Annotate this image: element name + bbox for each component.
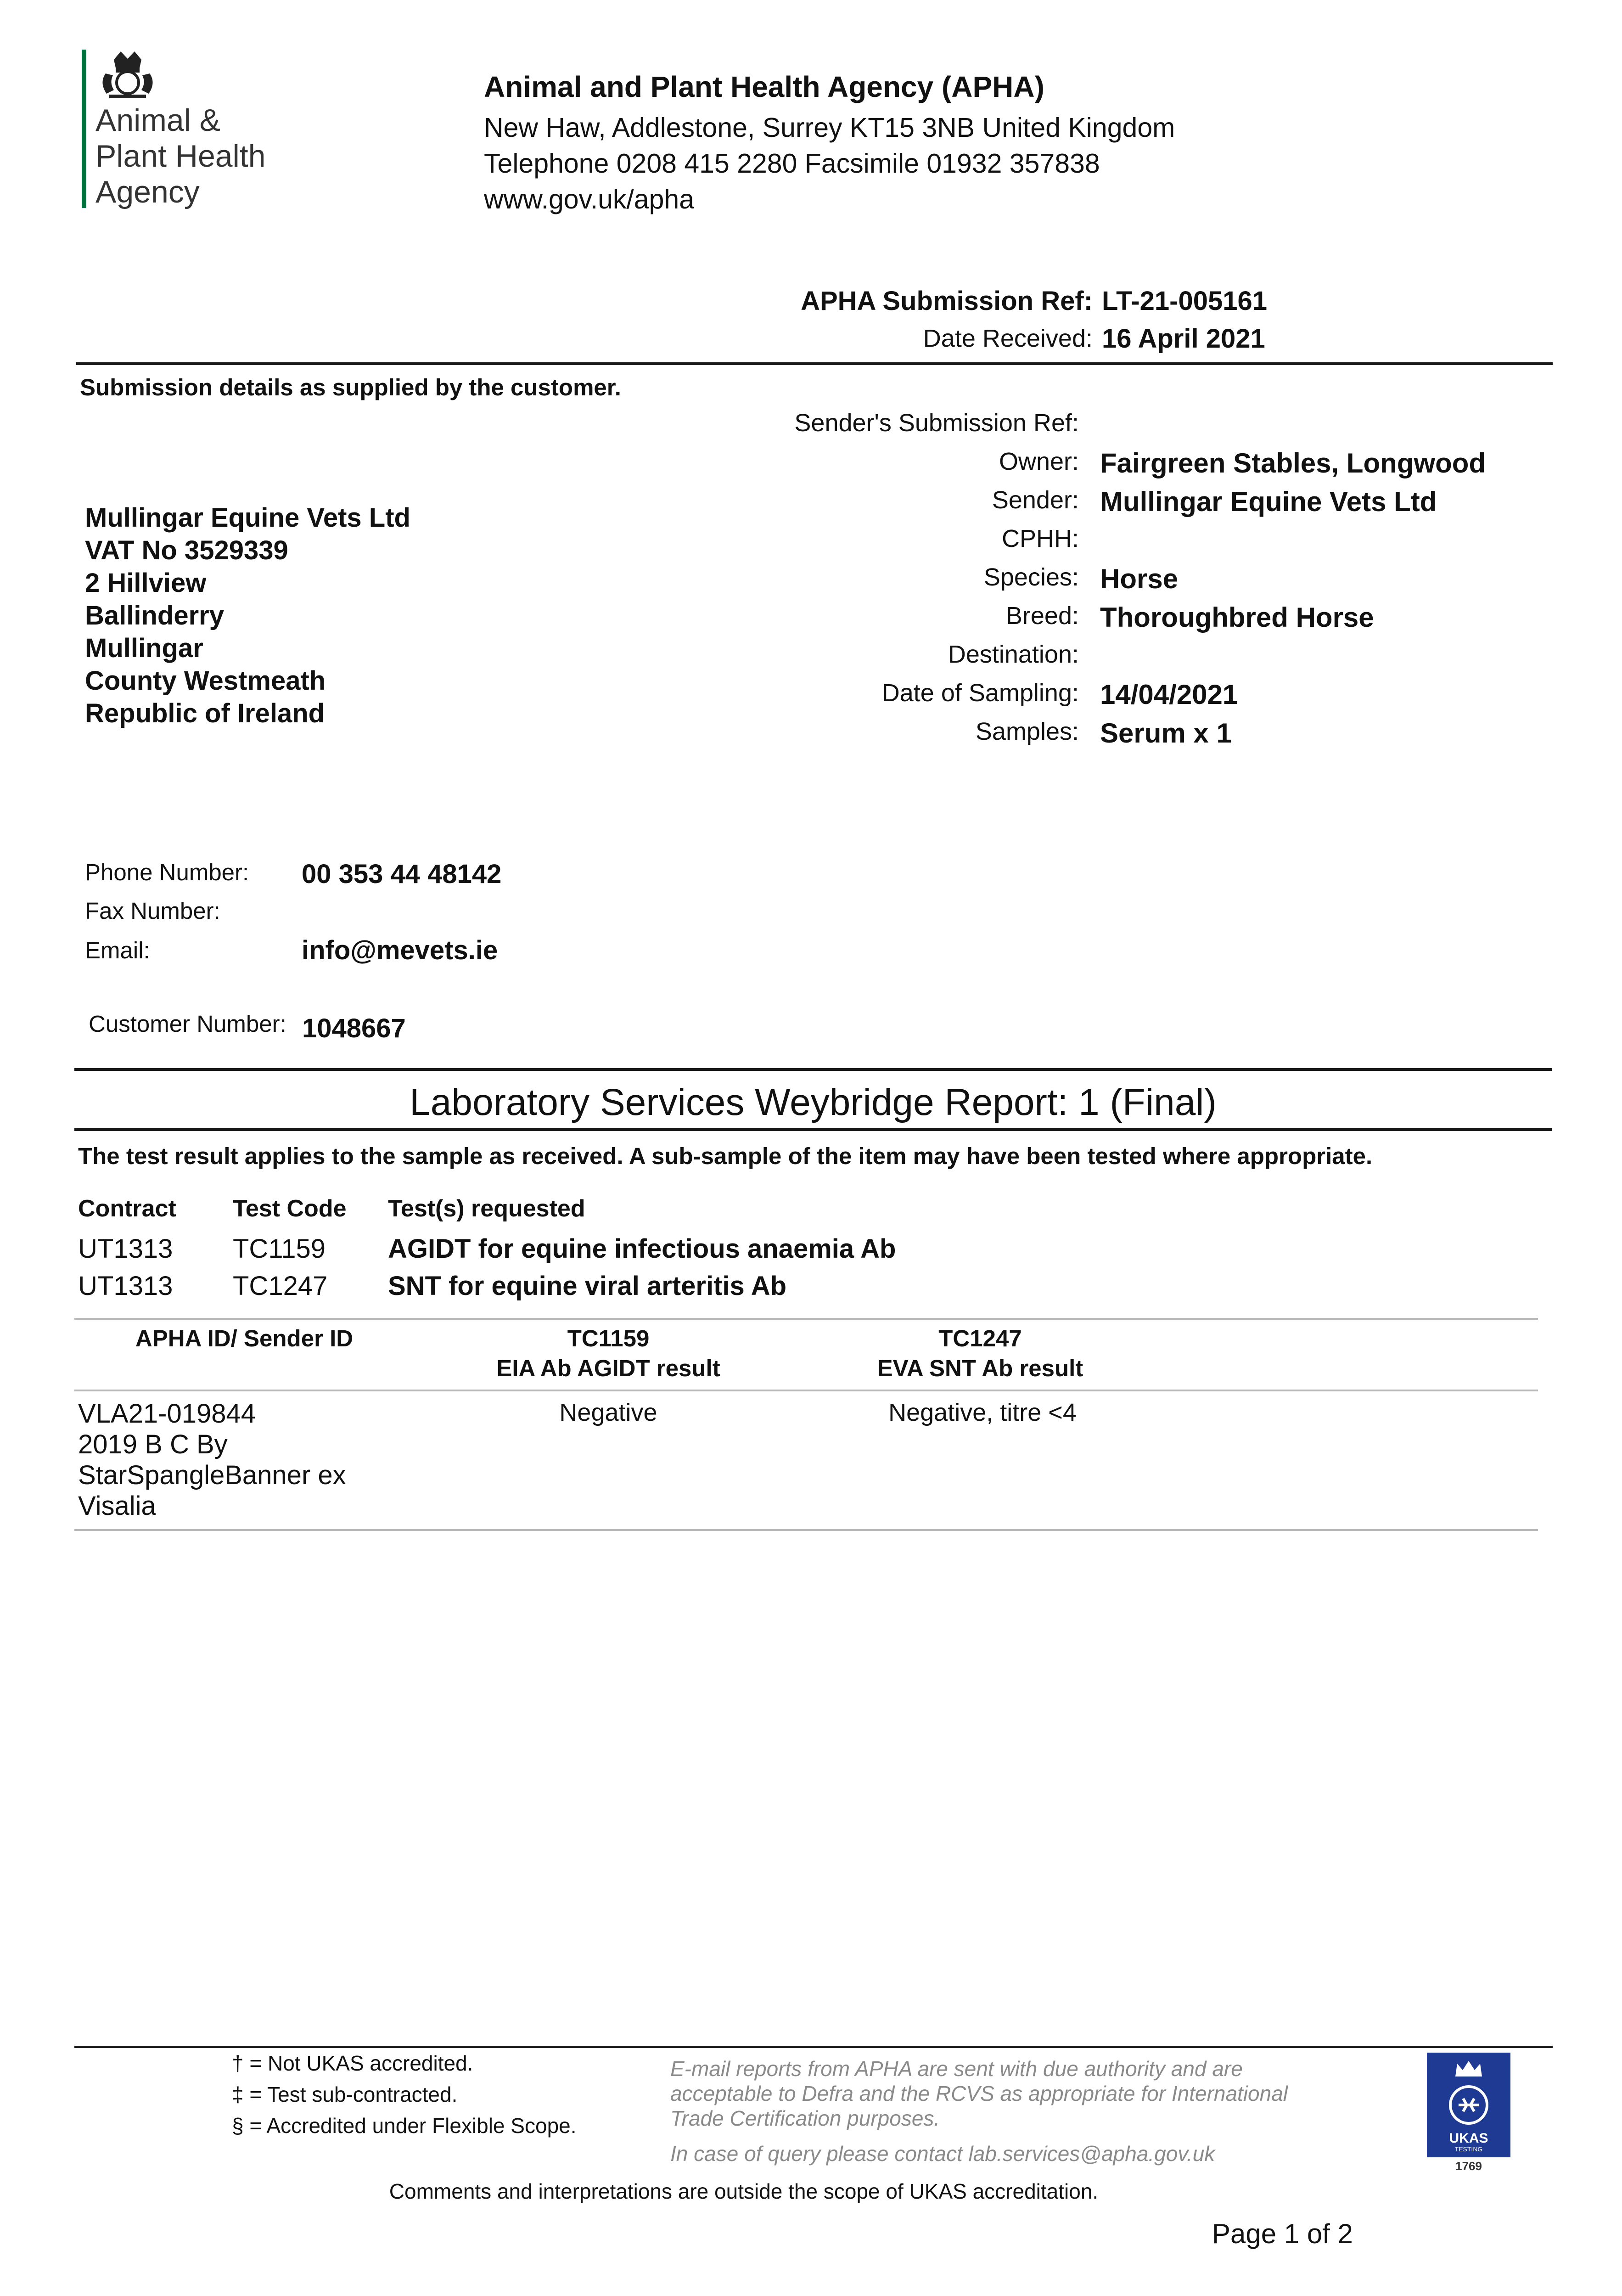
address-line: Mullingar — [85, 633, 203, 663]
test-row-contract: UT1313 — [78, 1271, 173, 1301]
report-bottom-divider — [74, 1128, 1552, 1131]
results-top-divider — [74, 1318, 1538, 1320]
detail-label-sender: Sender: — [992, 486, 1079, 514]
royal-crest-icon — [95, 46, 160, 101]
report-disclaimer: The test result applies to the sample as received. A sub-sample of the item may have been tested where appropriate. — [78, 1143, 1373, 1169]
logo-line-3: Agency — [95, 174, 200, 209]
ukas-number: 1769 — [1455, 2159, 1482, 2173]
result-id-line: 2019 B C By — [78, 1429, 228, 1459]
detail-label-cphh: CPHH: — [1001, 525, 1079, 552]
detail-label-destination: Destination: — [948, 641, 1079, 668]
logo-accent-bar — [82, 50, 86, 208]
detail-value-breed: Thoroughbred Horse — [1100, 602, 1374, 633]
result-id-line: VLA21-019844 — [78, 1399, 256, 1429]
results-header-col1-name: EIA Ab AGIDT result — [496, 1355, 720, 1381]
results-header-col1-code: TC1159 — [567, 1325, 650, 1351]
tests-header-code: Test Code — [233, 1195, 347, 1222]
phone-value: 00 353 44 48142 — [302, 859, 502, 889]
address-line: VAT No 3529339 — [85, 535, 288, 565]
detail-label-senders-ref: Sender's Submission Ref: — [794, 409, 1079, 437]
submission-note: Submission details as supplied by the customer. — [80, 374, 621, 400]
address-line: Mullingar Equine Vets Ltd — [85, 503, 410, 533]
email-note-line: E-mail reports from APHA are sent with due authority and are — [670, 2057, 1243, 2081]
agency-website[interactable]: www.gov.uk/apha — [484, 184, 695, 214]
detail-value-owner: Fairgreen Stables, Longwood — [1100, 448, 1486, 478]
test-row-name: AGIDT for equine infectious anaemia Ab — [388, 1234, 896, 1264]
result-id-line: StarSpangleBanner ex — [78, 1460, 346, 1490]
detail-label-date-sampling: Date of Sampling: — [881, 679, 1079, 707]
test-row-name: SNT for equine viral arteritis Ab — [388, 1271, 787, 1301]
submission-divider — [76, 362, 1553, 365]
result-eia-value: Negative — [559, 1399, 657, 1426]
detail-value-date-sampling: 14/04/2021 — [1100, 679, 1238, 710]
address-line: 2 Hillview — [85, 568, 207, 598]
logo-line-1: Animal & — [95, 103, 221, 138]
tests-header-requested: Test(s) requested — [388, 1195, 585, 1222]
legend-line: † = Not UKAS accredited. — [232, 2051, 473, 2075]
results-bottom-divider — [74, 1529, 1538, 1531]
email-note-line: Trade Certification purposes. — [670, 2106, 940, 2130]
ukas-brand-text: UKAS — [1449, 2131, 1488, 2146]
phone-label: Phone Number: — [85, 859, 249, 885]
ukas-emblem-icon — [1446, 2082, 1492, 2128]
email-value[interactable]: info@mevets.ie — [302, 935, 498, 965]
report-top-divider — [74, 1068, 1552, 1071]
page-number: Page 1 of 2 — [1212, 2218, 1353, 2249]
address-line: Ballinderry — [85, 601, 224, 630]
test-row-code: TC1247 — [233, 1271, 328, 1301]
agency-phone-fax: Telephone 0208 415 2280 Facsimile 01932 357838 — [484, 148, 1100, 179]
address-line: Republic of Ireland — [85, 698, 325, 728]
detail-label-breed: Breed: — [1005, 602, 1079, 630]
query-note: In case of query please contact lab.services@apha.gov.uk — [670, 2142, 1215, 2166]
comments-note: Comments and interpretations are outside the scope of UKAS accreditation. — [389, 2179, 1099, 2203]
date-received-value: 16 April 2021 — [1102, 324, 1265, 354]
address-line: County Westmeath — [85, 666, 326, 696]
detail-value-sender: Mullingar Equine Vets Ltd — [1100, 486, 1437, 517]
agency-address: New Haw, Addlestone, Surrey KT15 3NB United Kingdom — [484, 113, 1175, 143]
ukas-sub-text: TESTING — [1454, 2145, 1483, 2153]
legend-line: ‡ = Test sub-contracted. — [232, 2082, 458, 2106]
submission-ref-label: APHA Submission Ref: — [801, 286, 1093, 316]
email-label: Email: — [85, 937, 150, 963]
detail-label-species: Species: — [983, 563, 1079, 591]
email-note-line: acceptable to Defra and the RCVS as appropriate for International — [670, 2082, 1288, 2105]
logo-line-2: Plant Health — [95, 139, 266, 174]
agency-name: Animal and Plant Health Agency (APHA) — [484, 70, 1044, 103]
test-row-contract: UT1313 — [78, 1234, 173, 1264]
results-header-id: APHA ID/ Sender ID — [135, 1325, 354, 1351]
customer-number-value: 1048667 — [302, 1013, 406, 1043]
date-received-label: Date Received: — [923, 325, 1093, 352]
tests-header-contract: Contract — [78, 1195, 176, 1222]
result-eva-value: Negative, titre <4 — [888, 1399, 1077, 1426]
detail-label-samples: Samples: — [975, 718, 1079, 745]
footer-divider — [74, 2046, 1553, 2048]
results-header-col2-code: TC1247 — [938, 1325, 1022, 1351]
submission-ref-value: LT-21-005161 — [1102, 286, 1268, 316]
detail-label-owner: Owner: — [999, 448, 1079, 475]
results-header-divider — [74, 1390, 1538, 1391]
legend-line: § = Accredited under Flexible Scope. — [232, 2114, 577, 2138]
test-row-code: TC1159 — [233, 1234, 326, 1264]
ukas-badge-body — [1427, 2053, 1510, 2157]
report-title: Laboratory Services Weybridge Report: 1 (Final) — [410, 1081, 1217, 1123]
detail-value-samples: Serum x 1 — [1100, 718, 1232, 748]
detail-value-species: Horse — [1100, 563, 1179, 594]
ukas-crown-icon — [1453, 2059, 1485, 2079]
fax-label: Fax Number: — [85, 898, 220, 924]
customer-number-label: Customer Number: — [89, 1011, 286, 1037]
ukas-badge — [1427, 2053, 1510, 2177]
result-id-line: Visalia — [78, 1491, 156, 1521]
results-header-col2-name: EVA SNT Ab result — [877, 1355, 1083, 1381]
